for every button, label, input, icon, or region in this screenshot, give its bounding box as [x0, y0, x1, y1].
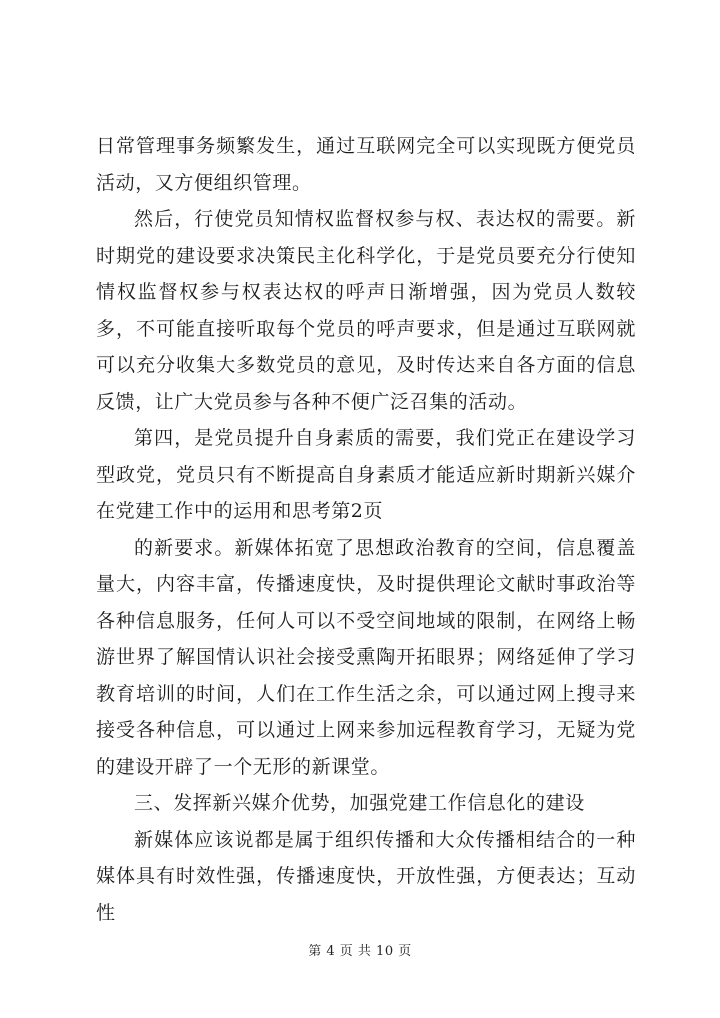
paragraph-continuation: 日常管理事务频繁发生，通过互联网完全可以实现既方便党员活动，又方便组织管理。 [96, 135, 636, 194]
paragraph-new-requirements: 的新要求。新媒体拓宽了思想政治教育的空间，信息覆盖量大，内容丰富，传播速度快，及时提供理论文献时事政治等各种信息服务，任何人可以不受空间地域的限制，在网络上畅游世界了解国情认识社会接受熏陶开拓眼界；网络延伸了学习教育培训的时间，人们在工作生活之余，可以通过网上搜寻来接受各种信息，可以通过上网来参加远程教育学习，无疑为党的建设开辟了一个无形的新课堂。 [96, 536, 636, 778]
document-body [96, 128, 636, 931]
paragraph-rights: 然后，行使党员知情权监督权参与权、表达权的需要。新时期党的建设要求决策民主化科学化，于是党员要充分行使知情权监督权参与权表达权的呼声日渐增强，因为党员人数较多，不可能直接听取每个党员的呼声要求，但是通过互联网就可以充分收集大多数党员的意见，及时传达来自各方面的信息反馈，让广大党员参与各种不便广泛召集的活动。 [96, 208, 636, 413]
page-footer: 第 4 页 共 10 页 [308, 944, 412, 959]
paragraph-fourth: 第四，是党员提升自身素质的需要，我们党正在建设学习型政党，党员只有不断提高自身素质才能适应新时期新兴媒介在党建工作中的运用和思考第2页 [96, 427, 636, 522]
paragraph-new-media: 新媒体应该说都是属于组织传播和大众传播相结合的一种媒体具有时效性强，传播速度快，开放性强，方便表达；互动性 [96, 828, 636, 924]
section-heading-three: 三、发挥新兴媒介优势，加强党建工作信息化的建设 [134, 792, 585, 814]
